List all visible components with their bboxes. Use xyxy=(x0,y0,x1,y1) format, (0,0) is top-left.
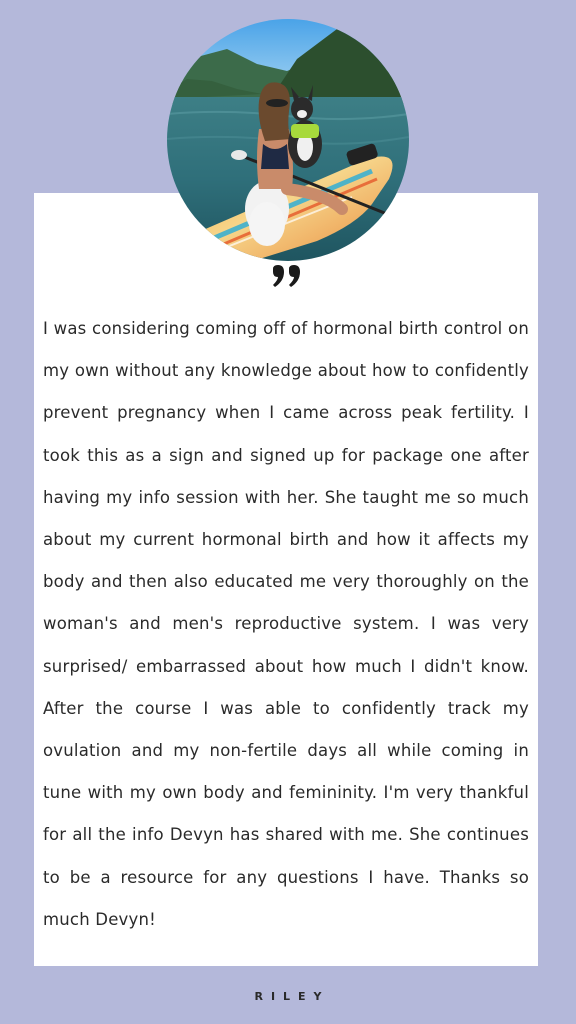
quotation-mark-icon xyxy=(270,265,306,299)
testimonial-text: I was considering coming off of hormonal birth control on my own without any knowledge about how to confidently prevent pregnancy when I came across peak fertility. I took this as a sign and signed up for package one after having my info session with her. She taught me so much about my current hormonal birth and how it affects my body and then also educated me very thoroughly on the woman's and men's reproductive system. I was very surprised/ embarrassed about how much I didn't know. After the course I was able to confidently track my ovulation and my non-fertile days all while coming in tune with my own body and femininity. I'm very thankful for all the info Devyn has shared with me. She continues to be a resource for any questions I have. Thanks so much Devyn! xyxy=(43,319,529,929)
author-photo xyxy=(167,19,409,261)
author-name: RILEY xyxy=(254,990,330,1003)
